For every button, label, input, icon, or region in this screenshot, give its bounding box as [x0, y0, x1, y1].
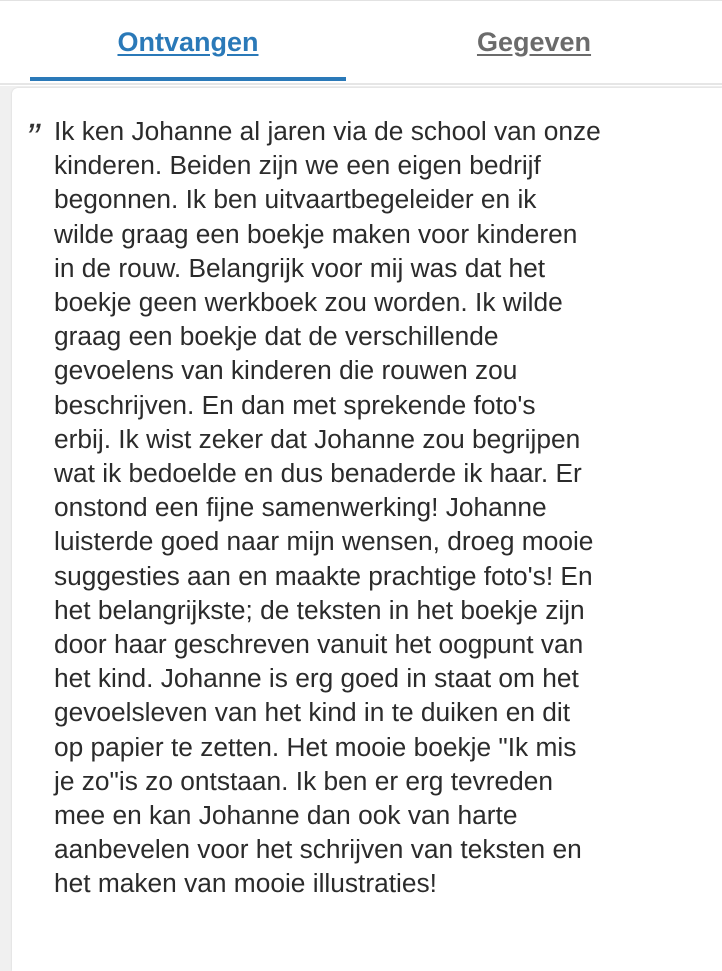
review-line: luisterde goed naar mijn wensen, droeg mooie — [54, 526, 594, 557]
tab-ontvangen[interactable]: Ontvangen — [117, 26, 259, 57]
review-text — [54, 114, 704, 901]
review-line: je zo"is zo ontstaan. Ik ben er erg tevreden — [54, 765, 554, 796]
active-tab-indicator — [30, 77, 346, 81]
review-line: wat ik bedoelde en dus benaderde ik haar. Er — [54, 458, 582, 489]
review-line: mee en kan Johanne dan ook van harte — [54, 800, 518, 831]
review-line: kinderen. Beiden zijn we een eigen bedrijf — [54, 150, 541, 181]
tab-bar — [0, 0, 722, 86]
review-line: onstond een fijne samenwerking! Johanne — [54, 492, 547, 523]
review-line: het kind. Johanne is erg goed in staat om het — [54, 663, 579, 694]
quote-icon: ” — [26, 116, 40, 160]
review-line: wilde graag een boekje maken voor kinderen — [54, 218, 578, 249]
review-line: in de rouw. Belangrijk voor mij was dat het — [54, 252, 546, 283]
review-line: gevoelens van kinderen die rouwen zou — [54, 355, 518, 386]
review-line: erbij. Ik wist zeker dat Johanne zou begrijpen — [54, 423, 581, 454]
review-line: aanbevelen voor het schrijven van teksten en — [54, 834, 582, 865]
review-line: op papier te zetten. Het mooie boekje "Ik mis — [54, 731, 577, 762]
review-line: suggesties aan en maakte prachtige foto's! En — [54, 560, 593, 591]
review-line: boekje geen werkboek zou worden. Ik wilde — [54, 287, 563, 318]
review-line: gevoelsleven van het kind in te duiken en dit — [54, 697, 571, 728]
review-line: het belangrijkste; de teksten in het boekje zijn — [54, 594, 585, 625]
review-line: beschrijven. En dan met sprekende foto's — [54, 389, 536, 420]
tab-divider — [0, 83, 722, 85]
review-line: Ik ken Johanne al jaren via de school van onze — [54, 116, 601, 146]
review-line: graag een boekje dat de verschillende — [54, 321, 499, 352]
review-line: het maken van mooie illustraties! — [54, 868, 437, 899]
review-line: begonnen. Ik ben uitvaartbegeleider en ik — [54, 184, 537, 215]
review-line: door haar geschreven vanuit het oogpunt van — [54, 629, 584, 660]
tab-gegeven[interactable]: Gegeven — [476, 26, 592, 57]
